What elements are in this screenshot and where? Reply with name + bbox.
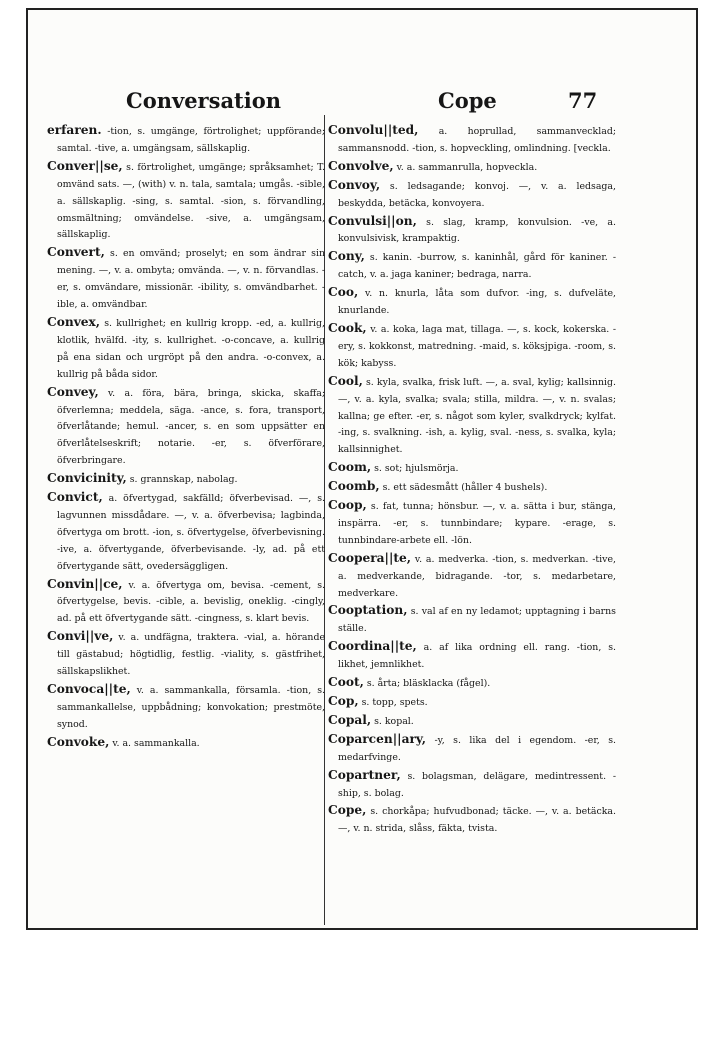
entry-definition: s. grannskap, nabolag. — [126, 474, 238, 486]
dictionary-entry — [328, 602, 616, 638]
dictionary-entry — [47, 384, 325, 471]
entry-definition: s. slag, kramp, konvulsion. -ve, a. konvulsivisk, krampaktig. — [338, 216, 616, 245]
entry-headword: Cook, — [328, 320, 367, 335]
entry-headword: Copartner, — [328, 767, 401, 782]
entry-headword: Convolve, — [328, 158, 394, 173]
entry-headword: Convey, — [47, 384, 99, 399]
entry-definition: a. af lika ordning ell. rang. -tion, s. likhet, jemnlikhet. — [338, 642, 616, 671]
header-guide-word-left: Conversation — [126, 88, 281, 113]
entry-headword: Convoy, — [328, 177, 381, 192]
entry-headword: Coparcen||ary, — [328, 731, 427, 746]
dictionary-entry — [328, 122, 616, 158]
entry-definition: -y, s. lika del i egendom. -er, s. medarfvinge. — [338, 734, 616, 763]
dictionary-entry — [328, 550, 616, 603]
dictionary-entry — [328, 478, 616, 497]
entry-headword: Coomb, — [328, 479, 380, 494]
dictionary-entry — [328, 158, 616, 177]
entry-headword: Cony, — [328, 249, 365, 264]
entry-headword: erfaren. — [47, 123, 102, 137]
dictionary-entry — [47, 158, 325, 245]
entry-definition: s. kanin. -burrow, s. kaninhål, gård för kaniner. -catch, v. a. jaga kaniner; bedraga, narra. — [338, 252, 616, 281]
entry-definition: s. kyla, svalka, frisk luft. —, a. sval, kylig; kallsinnig. —, v. a. kyla, svalka; svala; stilla, mildra. —, v. n. svalas; kallna; ge efter. -er, s. något som kyler, svalkdryck; kylfat. -ing, s. svalkning. -ish, a. kylig, sval. -ness, s. svalka, kyla; kallsinnighet. — [338, 376, 616, 456]
entry-headword: Convoke, — [47, 734, 110, 749]
dictionary-entry — [328, 320, 616, 373]
entry-definition: s. ett sädesmått (håller 4 bushels). — [379, 482, 548, 494]
entry-headword: Cooptation, — [328, 603, 408, 618]
entry-headword: Coot, — [328, 675, 364, 690]
dictionary-entry — [328, 248, 616, 284]
dictionary-entry — [328, 213, 616, 249]
entry-definition: v. a. öfvertyga om, bevisa. -cement, s. öfvertygelse, bevis. -cible, a. bevislig, oneklig. -cingly, ad. på ett öfvertygande sätt. -cingness, s. klart bevis. — [57, 579, 325, 625]
entry-definition: s. förtrolighet, umgänge; språksamhet; T. omvänd sats. —, (with) v. n. tala, samtala; umgås. -sible, a. sällskaplig. -sing, s. samtal. -sion, s. förvandling, omsmältning; omvändelse. -sive, a. umgängsam, sällskaplig. — [57, 161, 325, 241]
dictionary-entry — [328, 712, 616, 731]
entry-headword: Convert, — [47, 245, 105, 260]
entry-definition: s. val af en ny ledamot; upptagning i barns ställe. — [338, 606, 616, 635]
header-guide-word-right: Cope — [438, 88, 497, 113]
dictionary-page — [26, 8, 698, 930]
entry-definition: a. hoprullad, sammanvecklad; sammansnodd. -tion, s. hopveckling, omlindning. [veckla. — [338, 126, 616, 154]
dictionary-entry — [328, 731, 616, 767]
entry-headword: Convi||ve, — [47, 629, 114, 644]
dictionary-entry — [47, 314, 325, 384]
entry-headword: Coom, — [328, 460, 372, 475]
dictionary-entry — [328, 767, 616, 803]
entry-headword: Cop, — [328, 694, 359, 708]
dictionary-entry — [47, 470, 325, 489]
entry-headword: Convoca||te, — [47, 682, 131, 696]
dictionary-entry — [47, 489, 325, 576]
right-column — [328, 122, 616, 838]
entry-headword: Convolu||ted, — [328, 123, 419, 137]
entry-headword: Convex, — [47, 314, 101, 329]
dictionary-entry — [47, 244, 325, 314]
entry-headword: Cool, — [328, 373, 363, 388]
entry-definition: s. en omvänd; proselyt; en som ändrar sin mening. —, v. a. ombyta; omvända. —, v. n. förvandlas. -er, s. omvändare, missionär. -ibility, s. omvändbarhet. -ible, a. omvändbar. — [57, 248, 325, 311]
dictionary-entry — [328, 638, 616, 674]
entry-definition: s. bolagsman, delägare, medintressent. -ship, s. bolag. — [338, 770, 616, 799]
entry-definition: -tion, s. umgänge, förtrolighet; uppförande; samtal. -tive, a. umgängsam, sällskaplig. — [57, 126, 325, 154]
dictionary-entry — [328, 802, 616, 838]
entry-definition: a. öfvertygad, sakfälld; öfverbevisad. —, s. lagvunnen missdådare. —, v. a. öfverbevisa; lagbinda, öfvertyga om brott. -ion, s. öfvertygelse, öfverbevisning. -ive, a. öfvertygande, öfverbevisande. -ly, ad. på ett öfvertygande sätt, ovedersäggligen. — [57, 493, 325, 572]
entry-headword: Coo, — [328, 285, 359, 300]
entry-definition: s. kopal. — [371, 715, 414, 727]
entry-definition: s. ledsagande; konvoj. —, v. a. ledsaga, beskydda, betäcka, konvoyera. — [338, 180, 616, 209]
entry-definition: v. a. föra, bära, bringa, skicka, skaffa; öfverlemna; meddela, säga. -ance, s. fora, transport, öfverlåtande; hemul. -ancer, s. en som uppsätter en öfverlåtelseskrift; notarie. -er, s. öfverförare, öfverbringare. — [57, 387, 325, 467]
entry-definition: s. chorkåpa; hufvudbonad; täcke. —, v. a. betäcka. —, v. n. strida, slåss, fäkta, tvista. — [338, 806, 616, 835]
entry-definition: v. a. undfägna, traktera. -vial, a. hörande till gästabud; högtidlig, festlig. -viality, s. gästfrihet, sällskapslikhet. — [57, 632, 325, 678]
page-number: 77 — [568, 88, 598, 113]
dictionary-entry — [328, 373, 616, 460]
entry-definition: s. årta; bläsklacka (fågel). — [363, 678, 491, 690]
entry-definition: s. kullrighet; en kullrig kropp. -ed, a. kullrig, klotlik, hvälfd. -ity, s. kullrighet. -o-concave, a. kullrig på ena sidan och urgröpt på den andra. -o-convex, a. kullrig på båda sidor. — [57, 317, 325, 380]
entry-definition: s. topp, spets. — [358, 697, 428, 708]
entry-definition: s. fat, tunna; hönsbur. —, v. a. sätta i bur, stänga, inspärra. -er, s. tunnbindare; kypare. -erage, s. tunnbindare-arbete ell. -lön. — [338, 501, 616, 546]
left-column — [47, 122, 325, 753]
entry-definition: v. a. sammanrulla, hopveckla. — [393, 161, 538, 173]
dictionary-entry — [328, 674, 616, 693]
entry-headword: Convin||ce, — [47, 576, 123, 591]
dictionary-entry — [47, 734, 325, 753]
entry-headword: Cope, — [328, 803, 367, 818]
dictionary-entry — [47, 628, 325, 681]
dictionary-entry — [47, 576, 325, 629]
entry-headword: Conver||se, — [47, 158, 123, 173]
dictionary-entry — [328, 693, 616, 712]
dictionary-entry — [47, 681, 325, 734]
entry-headword: Convict, — [47, 490, 103, 505]
entry-definition: v. a. sammankalla, församla. -tion, s. sammankallelse, uppbådning; konvokation; prestmöte, synod. — [57, 685, 325, 730]
dictionary-entry — [328, 459, 616, 478]
entry-headword: Convicinity, — [47, 471, 127, 486]
entry-definition: s. sot; hjulsmörja. — [371, 463, 459, 475]
entry-definition: v. a. sammankalla. — [109, 737, 200, 749]
page-header — [28, 88, 696, 124]
entry-definition: v. a. koka, laga mat, tillaga. —, s. kock, kokerska. -ery, s. kokkonst, matredning. -maid, s. köksjpiga. -room, s. kök; kabyss. — [338, 323, 616, 369]
dictionary-entry — [328, 497, 616, 550]
entry-headword: Convulsi||on, — [328, 213, 417, 228]
entry-headword: Copal, — [328, 712, 372, 727]
entry-definition: v. n. knurla, låta som dufvor. -ing, s. dufveläte, knurlande. — [338, 288, 616, 317]
dictionary-entry — [47, 122, 325, 158]
entry-headword: Coopera||te, — [328, 550, 412, 565]
entry-definition: v. a. medverka. -tion, s. medverkan. -tive, a. medverkande, bidragande. -tor, s. medarbetare, medverkare. — [338, 553, 616, 599]
dictionary-entry — [328, 177, 616, 213]
dictionary-entry — [328, 284, 616, 320]
entry-headword: Coordina||te, — [328, 639, 417, 654]
entry-headword: Coop, — [328, 498, 367, 513]
